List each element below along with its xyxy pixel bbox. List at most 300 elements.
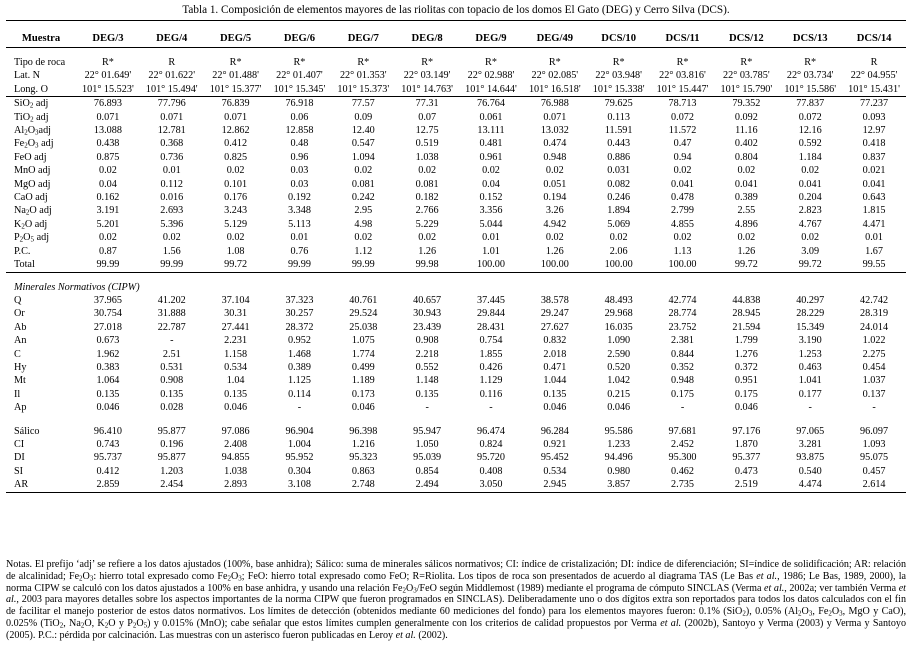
row-label: Tipo de roca xyxy=(14,57,66,68)
table-cell: 0.135 xyxy=(415,388,439,400)
table-cell: 1.01 xyxy=(482,245,500,257)
table-cell: 76.839 xyxy=(221,98,250,110)
table-cell: 1.276 xyxy=(734,348,758,360)
table-cell: 0.02 xyxy=(545,165,564,177)
table-cell: 1.189 xyxy=(351,375,375,387)
table-cell: 4.855 xyxy=(671,218,694,230)
table-cell: 99.72 xyxy=(714,258,778,272)
column-header: DEG/4 xyxy=(140,21,204,48)
table-cell: 1.022 xyxy=(862,335,886,347)
table-cell: 0.175 xyxy=(734,388,758,400)
table-cell: 0.844 xyxy=(671,348,694,360)
table-cell: 95.075 xyxy=(860,452,889,464)
row-label xyxy=(6,272,906,281)
table-cell: - xyxy=(489,402,493,414)
table-cell: 95.377 xyxy=(732,452,761,464)
table-cell: 2.893 xyxy=(204,478,268,492)
table-cell: 95.947 xyxy=(413,425,442,437)
table-cell: 3.348 xyxy=(287,205,311,217)
table-cell: 0.743 xyxy=(96,438,120,450)
table-cell: 37.323 xyxy=(285,294,314,306)
table-cell: 0.520 xyxy=(607,361,631,373)
table-cell: 0.875 xyxy=(96,151,120,163)
column-header: DEG/8 xyxy=(395,21,459,48)
row-label: $Fe_2O_3$ adj xyxy=(14,138,54,150)
cipw-row xyxy=(6,361,906,374)
table-cell: 22° 01.353' xyxy=(339,70,387,82)
table-cell: 0.552 xyxy=(415,361,439,373)
table-cell: 29.524 xyxy=(349,308,378,320)
table-cell: 22° 03.816' xyxy=(659,70,706,82)
cipw-row xyxy=(6,294,906,307)
table-cell: 0.304 xyxy=(287,465,311,477)
composition-table xyxy=(6,20,906,493)
oxide-row xyxy=(6,137,906,150)
table-cell: 40.657 xyxy=(413,294,442,306)
row-label: $Na_2O$ adj xyxy=(14,205,52,217)
row-label: Minerales Normativos (CIPW) xyxy=(14,281,140,293)
table-cell: 99.72 xyxy=(778,258,842,272)
table-cell: 0.081 xyxy=(415,178,439,190)
table-cell: 0.072 xyxy=(671,111,694,123)
table-cell: 29.844 xyxy=(476,308,505,320)
table-cell: 0.643 xyxy=(862,192,886,204)
table-cell: 101° 15.494' xyxy=(140,83,204,97)
table-cell: 40.761 xyxy=(349,294,378,306)
notes-part-5: , 2003 para mayores detalles sobre los aspectos importantes de la norma CIPW que fueron programados en SINCLAS). Deliberadamente uno o dos dígitos extra son reportados para todos los datos calculados con el fin de facilitar el manejo posterior de estos datos normativos. Los límites de detección (obtenidos mediante 60 mediciones del fondo) para los elementos mayores fueron: 0.1% (SiO$_2$), 0.05% ($Al_2O_3$, $Fe_2O_3$, MgO y CaO), 0.025% (TiO$_2$, $Na_2O$, $K_2O$ y $P_2O_5$) y 0.015% (MnO); cabe señalar que estos límites cumplen generalmente con los criterios de calidad propuestos por Verma xyxy=(6,594,907,630)
table-cell: 5.069 xyxy=(607,218,631,230)
table-cell: 4.474 xyxy=(778,478,842,492)
table-cell: 0.113 xyxy=(607,111,630,123)
table-cell: 0.76 xyxy=(290,245,309,257)
table-cell: R* xyxy=(293,57,306,68)
table-cell: 1.094 xyxy=(351,151,375,163)
column-header: DEG/9 xyxy=(459,21,523,48)
row-label: Total xyxy=(6,258,76,272)
oxide-row xyxy=(6,258,906,272)
notes-etal: et al. xyxy=(764,582,785,594)
table-cell: 0.02 xyxy=(609,232,628,244)
table-cell: 0.02 xyxy=(801,232,820,244)
table-cell: 1.233 xyxy=(607,438,631,450)
index-row xyxy=(6,438,906,451)
table-cell: R* xyxy=(485,57,497,68)
column-header: DCS/10 xyxy=(587,21,651,48)
oxide-row xyxy=(6,178,906,191)
notes-part-6: (2002b), Santoyo y Verma (2003) y Verma y Santoyo (2005). P.C.: pérdida por calcinación. Las muestras con un asterisco fueron publicadas en Leroy xyxy=(6,617,906,641)
table-cell: 3.857 xyxy=(587,478,651,492)
table-cell: 4.471 xyxy=(862,218,886,230)
table-cell: 25.038 xyxy=(349,321,378,333)
table-cell: 97.065 xyxy=(796,425,825,437)
table-cell: 28.431 xyxy=(476,321,505,333)
table-cell: 15.349 xyxy=(796,321,825,333)
table-cell: 0.116 xyxy=(479,388,503,400)
table-cell: 22° 03.734' xyxy=(786,70,834,82)
table-cell: 101° 15.523' xyxy=(76,83,140,97)
spacer-row xyxy=(6,272,906,281)
table-cell: 3.09 xyxy=(801,245,820,257)
table-cell: 4.767 xyxy=(798,218,822,230)
table-cell: 3.356 xyxy=(479,205,503,217)
table-cell: 79.352 xyxy=(732,98,761,110)
table-cell: 0.071 xyxy=(160,111,184,123)
table-cell: 0.94 xyxy=(673,151,692,163)
table-cell: R* xyxy=(548,57,561,68)
table-cell: 2.494 xyxy=(395,478,459,492)
table-cell: 101° 15.447' xyxy=(651,83,715,97)
table-cell: 96.284 xyxy=(540,425,569,437)
table-cell: 0.046 xyxy=(734,402,758,414)
table-cell: 0.177 xyxy=(798,388,822,400)
meta-row xyxy=(6,69,906,82)
table-cell: 30.257 xyxy=(285,308,314,320)
row-label: $P_2O_5$ adj xyxy=(14,232,50,244)
table-cell: 93.875 xyxy=(796,452,825,464)
table-cell: 1.26 xyxy=(737,245,756,257)
table-cell: 13.088 xyxy=(93,125,122,137)
table-cell: 3.190 xyxy=(798,335,822,347)
table-cell: 0.041 xyxy=(862,178,886,190)
column-header: DEG/6 xyxy=(268,21,332,48)
table-cell: 48.493 xyxy=(604,294,633,306)
table-cell: 0.402 xyxy=(734,138,758,150)
table-cell: 1.064 xyxy=(96,375,120,387)
table-cell: 77.796 xyxy=(157,98,186,110)
table-cell: 0.021 xyxy=(862,165,886,177)
row-label: CI xyxy=(14,438,25,450)
table-cell: 101° 15.338' xyxy=(587,83,651,97)
table-cell: 29.968 xyxy=(604,308,633,320)
table-cell: 0.383 xyxy=(96,361,120,373)
table-cell: 30.754 xyxy=(93,308,122,320)
table-cell: 0.948 xyxy=(671,375,694,387)
table-cell: 2.614 xyxy=(842,478,906,492)
table-cell: 76.893 xyxy=(93,98,122,110)
table-cell: 0.02 xyxy=(737,165,756,177)
cipw-row xyxy=(6,401,906,414)
table-cell: 0.162 xyxy=(96,192,120,204)
table-cell: 22° 01.488' xyxy=(212,70,259,82)
table-cell: 1.041 xyxy=(798,375,822,387)
row-label: MgO adj xyxy=(14,178,51,190)
table-cell: 95.039 xyxy=(413,452,442,464)
table-cell: 1.468 xyxy=(287,348,311,360)
index-row xyxy=(6,478,906,492)
table-cell: 22° 02.988' xyxy=(467,70,515,82)
column-header: DEG/7 xyxy=(331,21,395,48)
table-cell: 0.135 xyxy=(224,388,248,400)
row-label: SI xyxy=(14,465,24,477)
table-cell: 101° 16.518' xyxy=(523,83,587,97)
table-cell: 0.02 xyxy=(354,232,373,244)
table-cell: 0.215 xyxy=(607,388,631,400)
table-cell: 12.40 xyxy=(351,125,375,137)
table-cell: 96.398 xyxy=(349,425,378,437)
table-cell: 3.191 xyxy=(96,205,120,217)
table-cell: 0.478 xyxy=(671,192,694,204)
table-cell: 0.389 xyxy=(734,192,758,204)
table-cell: 1.12 xyxy=(354,245,373,257)
table-cell: 0.540 xyxy=(798,465,822,477)
table-cell: 23.752 xyxy=(668,321,697,333)
table-cell: 0.031 xyxy=(607,165,631,177)
table-cell: 0.175 xyxy=(671,388,694,400)
table-cell: 0.352 xyxy=(671,361,694,373)
table-cell: 24.014 xyxy=(860,321,889,333)
table-cell: 0.071 xyxy=(96,111,120,123)
table-cell: 0.804 xyxy=(734,151,758,163)
table-cell: 0.046 xyxy=(543,402,567,414)
table-cell: - xyxy=(425,402,429,414)
table-cell: 0.673 xyxy=(96,335,120,347)
table-cell: 1.894 xyxy=(607,205,631,217)
oxide-row xyxy=(6,97,906,111)
table-cell: 1.042 xyxy=(607,375,631,387)
table-cell: 41.202 xyxy=(157,294,186,306)
column-header: DCS/12 xyxy=(714,21,778,48)
table-cell: 0.182 xyxy=(415,192,439,204)
table-cell: 1.815 xyxy=(862,205,886,217)
table-cell: 22.787 xyxy=(157,321,186,333)
table-caption: Tabla 1. Composición de elementos mayores de las riolitas con topacio de los domos El Gato (DEG) y Cerro Silva (DCS). xyxy=(182,4,730,16)
table-cell: 94.855 xyxy=(221,452,250,464)
cipw-row xyxy=(6,307,906,320)
table-cell: 12.862 xyxy=(221,125,250,137)
table-cell: 22° 01.622' xyxy=(148,70,196,82)
table-cell: 95.452 xyxy=(540,452,569,464)
table-cell: 0.824 xyxy=(479,438,503,450)
table-cell: 0.499 xyxy=(351,361,375,373)
table-cell: 22° 04.955' xyxy=(850,70,898,82)
row-label: SiO$_2$ adj xyxy=(14,98,49,110)
table-cell: 0.426 xyxy=(479,361,503,373)
table-cell: 31.888 xyxy=(157,308,186,320)
table-cell: 28.372 xyxy=(285,321,314,333)
table-cell: 79.625 xyxy=(604,98,633,110)
table-cell: 1.093 xyxy=(862,438,886,450)
table-cell: 37.104 xyxy=(221,294,250,306)
table-cell: 0.443 xyxy=(607,138,631,150)
table-cell: 0.48 xyxy=(290,138,309,150)
table-cell: 0.051 xyxy=(543,178,567,190)
table-cell: 0.87 xyxy=(99,245,117,257)
table-cell: 0.173 xyxy=(351,388,375,400)
row-label: Q xyxy=(14,294,22,306)
table-cell: 2.735 xyxy=(651,478,715,492)
table-cell: 0.01 xyxy=(290,232,309,244)
table-cell: 0.03 xyxy=(290,178,309,190)
notes-etal: et al. xyxy=(660,617,682,629)
table-cell: 0.418 xyxy=(862,138,886,150)
table-cell: 76.764 xyxy=(476,98,505,110)
table-cell: 2.218 xyxy=(415,348,439,360)
table-cell: 0.454 xyxy=(862,361,886,373)
table-cell: 22° 03.948' xyxy=(595,70,642,82)
table-cell: 1.158 xyxy=(224,348,248,360)
table-body xyxy=(6,21,906,493)
table-cell: 0.114 xyxy=(288,388,311,400)
notes-part-3: , 1986; Le Bas, 1989, 2000), la norma CIPW se calculó con los datos ajustados a 100% en base anhidra, y usando una relación $Fe_2O_3$/FeO según Middlemost (1989) mediante el programa de cómputo SINCLAS (Verma xyxy=(6,570,906,595)
table-cell: 2.823 xyxy=(798,205,822,217)
table-cell: 0.061 xyxy=(479,111,503,123)
table-cell: 0.046 xyxy=(607,402,631,414)
table-cell: 22° 01.649' xyxy=(84,70,132,82)
table-cell: 1.184 xyxy=(798,151,822,163)
row-label: FeO adj xyxy=(14,151,47,163)
table-cell: 1.253 xyxy=(798,348,822,360)
table-cell: 22° 02.085' xyxy=(531,70,579,82)
notes-part-7: (2002). xyxy=(415,629,448,641)
table-cell: 38.578 xyxy=(540,294,569,306)
table-cell: 0.176 xyxy=(224,192,248,204)
table-cell: 0.592 xyxy=(798,138,822,150)
table-cell: 0.02 xyxy=(99,232,117,244)
table-cell: 1.855 xyxy=(479,348,503,360)
table-cell: 99.72 xyxy=(204,258,268,272)
table-cell: 2.693 xyxy=(160,205,184,217)
table-cell: 0.046 xyxy=(96,402,120,414)
table-cell: 2.06 xyxy=(609,245,628,257)
table-cell: 0.01 xyxy=(865,232,883,244)
table-cell: 0.242 xyxy=(351,192,375,204)
table-cell: 1.038 xyxy=(415,151,439,163)
table-cell: 0.531 xyxy=(160,361,184,373)
table-cell: 0.462 xyxy=(671,465,694,477)
table-cell: 28.945 xyxy=(732,308,761,320)
table-cell: 1.67 xyxy=(865,245,883,257)
index-row xyxy=(6,465,906,478)
row-label: Muestra xyxy=(6,21,76,48)
table-cell: - xyxy=(297,402,302,414)
table-cell: 0.041 xyxy=(734,178,758,190)
table-cell: 95.720 xyxy=(476,452,505,464)
table-cell: 0.736 xyxy=(160,151,184,163)
table-cell: - xyxy=(872,402,876,414)
table-cell: 0.389 xyxy=(287,361,311,373)
table-cell: 44.838 xyxy=(732,294,761,306)
table-notes xyxy=(6,559,906,642)
table-cell: 0.152 xyxy=(479,192,503,204)
table-cell: R* xyxy=(804,57,817,68)
row-label: Ap xyxy=(14,402,27,414)
table-cell: R* xyxy=(740,57,753,68)
table-cell: 99.55 xyxy=(842,258,906,272)
table-cell: 95.877 xyxy=(157,425,186,437)
table-cell: 0.825 xyxy=(224,151,248,163)
table-cell: 3.108 xyxy=(268,478,332,492)
table-cell: 0.204 xyxy=(798,192,822,204)
table-cell: 77.837 xyxy=(796,98,825,110)
table-cell: 3.281 xyxy=(798,438,822,450)
table-cell: 12.858 xyxy=(285,125,314,137)
table-cell: 100.00 xyxy=(459,258,523,272)
table-cell: 0.463 xyxy=(798,361,822,373)
table-cell: 0.473 xyxy=(734,465,758,477)
table-cell: 2.945 xyxy=(523,478,587,492)
table-cell: 0.03 xyxy=(290,165,309,177)
table-cell: 0.457 xyxy=(862,465,886,477)
index-row xyxy=(6,425,906,438)
column-header: DCS/14 xyxy=(842,21,906,48)
row-label: Mt xyxy=(14,375,26,387)
table-cell: 0.471 xyxy=(543,361,567,373)
notes-etal: et al. xyxy=(6,582,906,606)
table-cell: 28.319 xyxy=(860,308,889,320)
row-label: CaO adj xyxy=(14,192,48,204)
table-cell: 1.075 xyxy=(351,335,375,347)
table-cell: 2.748 xyxy=(331,478,395,492)
table-cell: 0.547 xyxy=(351,138,375,150)
table-cell: 95.323 xyxy=(349,452,378,464)
table-cell: 0.246 xyxy=(607,192,631,204)
table-cell: 95.586 xyxy=(604,425,633,437)
table-cell: 0.192 xyxy=(287,192,311,204)
table-cell: 0.06 xyxy=(290,111,309,123)
table-cell: 0.02 xyxy=(418,165,437,177)
column-header: DCS/13 xyxy=(778,21,842,48)
cipw-row xyxy=(6,334,906,347)
table-cell: 0.082 xyxy=(607,178,631,190)
table-cell: 95.737 xyxy=(93,452,122,464)
table-cell: 0.02 xyxy=(673,232,692,244)
table-cell: 13.032 xyxy=(540,125,569,137)
table-cell: 2.018 xyxy=(543,348,567,360)
cipw-row xyxy=(6,321,906,334)
table-cell: 11.16 xyxy=(735,125,758,137)
table-cell: 0.135 xyxy=(160,388,184,400)
table-cell: 3.050 xyxy=(459,478,523,492)
table-cell: 5.229 xyxy=(415,218,439,230)
table-cell: 5.044 xyxy=(479,218,503,230)
table-cell: 0.101 xyxy=(224,178,248,190)
table-cell: 0.041 xyxy=(798,178,822,190)
table-cell: 0.02 xyxy=(482,165,500,177)
table-cell: 0.368 xyxy=(160,138,184,150)
table-cell: 0.137 xyxy=(862,388,886,400)
table-cell: 2.799 xyxy=(671,205,694,217)
table-cell: 0.837 xyxy=(862,151,886,163)
table-cell: 4.896 xyxy=(734,218,758,230)
table-cell: 100.00 xyxy=(651,258,715,272)
table-cell: 0.072 xyxy=(798,111,822,123)
table-cell: 29.247 xyxy=(540,308,569,320)
table-cell: 0.412 xyxy=(96,465,120,477)
table-cell: 0.832 xyxy=(543,335,567,347)
table-cell: 101° 15.377' xyxy=(204,83,268,97)
table-cell: 0.041 xyxy=(671,178,694,190)
table-cell: 0.02 xyxy=(162,232,181,244)
table-cell: 95.300 xyxy=(668,452,697,464)
row-label: $Al_2O_3adj$ xyxy=(14,125,51,137)
table-cell: 23.439 xyxy=(413,321,442,333)
table-cell: 0.028 xyxy=(160,402,184,414)
table-cell: 0.02 xyxy=(737,232,756,244)
table-cell: 99.99 xyxy=(331,258,395,272)
table-cell: 77.237 xyxy=(860,98,889,110)
table-cell: - xyxy=(680,402,685,414)
column-header: DEG/5 xyxy=(204,21,268,48)
cipw-row xyxy=(6,374,906,387)
table-cell: 0.908 xyxy=(415,335,439,347)
table-cell: 0.481 xyxy=(479,138,503,150)
table-cell: 100.00 xyxy=(523,258,587,272)
table-cell: 5.129 xyxy=(224,218,248,230)
table-cell: 0.921 xyxy=(543,438,567,450)
table-cell: 37.445 xyxy=(476,294,505,306)
oxide-row xyxy=(6,124,906,137)
meta-row xyxy=(6,56,906,69)
